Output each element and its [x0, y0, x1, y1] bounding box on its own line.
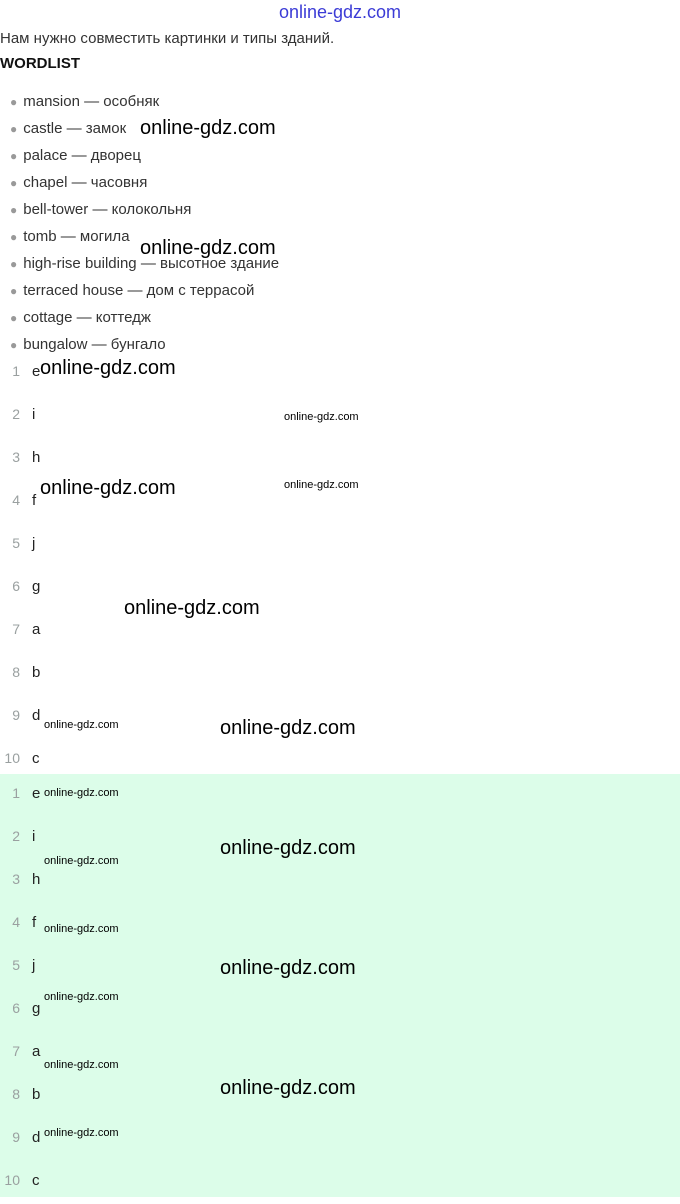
- answer-number: 6: [12, 1000, 20, 1016]
- answer-number: 10: [4, 750, 20, 766]
- wordlist-item-text: terraced house — дом с террасой: [23, 282, 255, 299]
- wordlist-item-text: high-rise building — высотное здание: [23, 255, 280, 272]
- wordlist-item: [10, 277, 279, 304]
- wordlist-item-text: tomb — могила: [23, 228, 130, 245]
- answer-number: 9: [12, 707, 20, 723]
- watermark: online-gdz.com: [44, 991, 119, 1003]
- bullet-icon: ●: [10, 176, 18, 190]
- bullet-icon: ●: [10, 203, 18, 217]
- wordlist-item-text: castle — замок: [23, 120, 127, 137]
- wordlist-item-text: palace — дворец: [23, 147, 141, 164]
- watermark: online-gdz.com: [44, 1059, 119, 1071]
- answer-letter: d: [32, 707, 41, 724]
- answer-letter: g: [32, 578, 41, 595]
- wordlist-item-text: bungalow — бунгало: [23, 336, 166, 353]
- bullet-icon: ●: [10, 230, 18, 244]
- answer-number: 10: [4, 1172, 20, 1188]
- answer-number: 8: [12, 1086, 20, 1102]
- answer-number: 6: [12, 578, 20, 594]
- answer-letter: c: [32, 750, 40, 767]
- answer-number: 2: [12, 406, 20, 422]
- wordlist-item-text: bell-tower — колокольня: [23, 201, 192, 218]
- wordlist-item: [10, 88, 279, 115]
- answer-row: [0, 1161, 680, 1204]
- answer-letter: j: [32, 957, 36, 974]
- answer-letter: e: [32, 785, 41, 802]
- answer-number: 3: [12, 449, 20, 465]
- answer-letter: g: [32, 1000, 41, 1017]
- answer-letter: d: [32, 1129, 41, 1146]
- answer-letter: f: [32, 492, 37, 509]
- wordlist-heading: WORDLIST: [0, 55, 80, 72]
- answer-row: [0, 522, 680, 565]
- answer-number: 7: [12, 621, 20, 637]
- watermark: online-gdz.com: [44, 787, 119, 799]
- watermark: online-gdz.com: [220, 837, 356, 859]
- wordlist-item-text: mansion — особняк: [23, 93, 160, 110]
- watermark: online-gdz.com: [284, 411, 359, 423]
- watermark: online-gdz.com: [220, 717, 356, 739]
- answer-row: [0, 608, 680, 651]
- watermark: online-gdz.com: [40, 357, 176, 379]
- watermark: online-gdz.com: [124, 597, 260, 619]
- answer-row: [0, 1118, 680, 1161]
- wordlist-item-text: cottage — коттедж: [23, 309, 151, 326]
- answer-number: 2: [12, 828, 20, 844]
- answer-letter: a: [32, 621, 41, 638]
- bullet-icon: ●: [10, 284, 18, 298]
- bullet-icon: ●: [10, 95, 18, 109]
- answer-letter: b: [32, 664, 41, 681]
- answer-letter: b: [32, 1086, 41, 1103]
- answer-row: [0, 565, 680, 608]
- answer-letter: h: [32, 871, 41, 888]
- wordlist-item: [10, 196, 279, 223]
- bullet-icon: ●: [10, 338, 18, 352]
- answer-number: 7: [12, 1043, 20, 1059]
- bullet-icon: ●: [10, 122, 18, 136]
- answer-number: 8: [12, 664, 20, 680]
- answer-number: 1: [12, 785, 20, 801]
- watermark: online-gdz.com: [44, 923, 119, 935]
- answer-letter: h: [32, 449, 41, 466]
- answer-number: 3: [12, 871, 20, 887]
- wordlist-item: [10, 304, 279, 331]
- watermark: online-gdz.com: [220, 957, 356, 979]
- answer-number: 4: [12, 492, 20, 508]
- answer-letter: i: [32, 828, 36, 845]
- watermark: online-gdz.com: [284, 479, 359, 491]
- bullet-icon: ●: [10, 311, 18, 325]
- watermark: online-gdz.com: [140, 117, 276, 139]
- watermark: online-gdz.com: [44, 855, 119, 867]
- answer-letter: f: [32, 914, 37, 931]
- answer-letter: j: [32, 535, 36, 552]
- watermark: online-gdz.com: [44, 1127, 119, 1139]
- top-watermark: online-gdz.com: [278, 2, 402, 22]
- answer-number: 4: [12, 914, 20, 930]
- answer-number: 5: [12, 535, 20, 551]
- task-intro: Нам нужно совместить картинки и типы зданий.: [0, 30, 335, 47]
- wordlist-item-text: chapel — часовня: [23, 174, 148, 191]
- watermark: online-gdz.com: [44, 719, 119, 731]
- bullet-icon: ●: [10, 257, 18, 271]
- answer-letter: a: [32, 1043, 41, 1060]
- answer-row: [0, 651, 680, 694]
- answer-number: 5: [12, 957, 20, 973]
- answer-number: 9: [12, 1129, 20, 1145]
- watermark: online-gdz.com: [220, 1077, 356, 1099]
- answer-row: [0, 436, 680, 479]
- watermark: online-gdz.com: [140, 237, 276, 259]
- answer-letter: c: [32, 1172, 40, 1189]
- answer-letter: e: [32, 363, 41, 380]
- bullet-icon: ●: [10, 149, 18, 163]
- wordlist-item: [10, 169, 279, 196]
- wordlist-item: [10, 142, 279, 169]
- answer-number: 1: [12, 363, 20, 379]
- watermark: online-gdz.com: [40, 477, 176, 499]
- answer-letter: i: [32, 406, 36, 423]
